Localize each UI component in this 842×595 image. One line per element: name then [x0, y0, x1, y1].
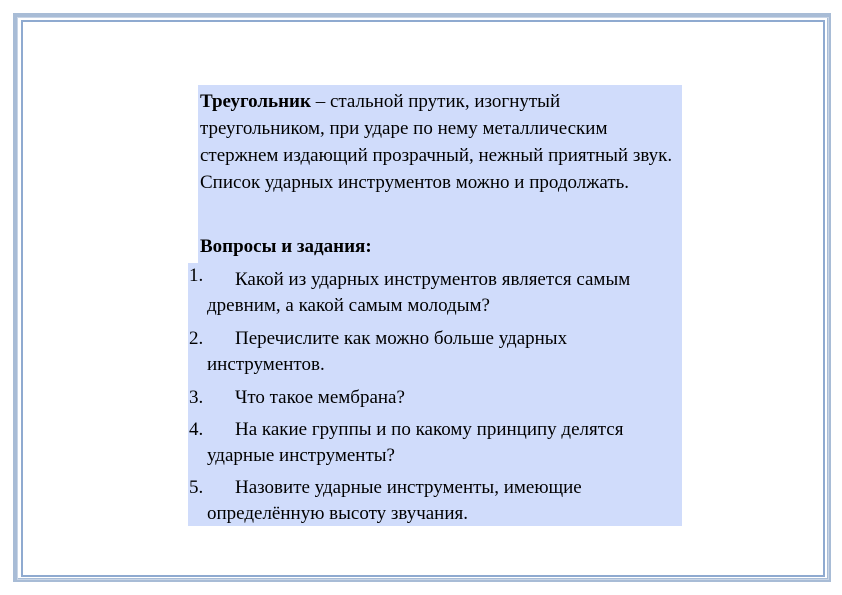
question-text: Что такое мембрана? — [235, 387, 405, 408]
description-text: – стальной прутик, изогнутый треугольником, при ударе по нему металлическим стержнем издающий прозрачный, нежный приятный звук. Список ударных инструментов можно и продолжать. — [200, 91, 673, 193]
question-item — [188, 417, 682, 469]
question-number: 3. — [189, 387, 204, 408]
question-number: 4. — [189, 419, 204, 440]
question-item — [188, 475, 682, 527]
question-text: Назовите ударные инструменты, имеющие определённую высоту звучания. — [207, 477, 582, 524]
questions-heading: Вопросы и задания: — [198, 231, 682, 263]
description-paragraph — [198, 85, 682, 196]
question-number: 1. — [189, 265, 204, 286]
question-text: Какой из ударных инструментов является самым древним, а какой самым молодым? — [207, 269, 631, 316]
question-number: 2. — [189, 328, 204, 349]
question-item — [188, 263, 682, 319]
question-item — [188, 385, 682, 411]
question-number: 5. — [189, 477, 204, 498]
description-term: Треугольник — [200, 91, 311, 112]
question-item — [188, 326, 682, 378]
question-text: Перечислите как можно больше ударных инструментов. — [207, 328, 568, 375]
questions-list — [188, 263, 682, 526]
question-text: На какие группы и по какому принципу делятся ударные инструменты? — [207, 419, 624, 466]
description-block — [198, 85, 682, 231]
